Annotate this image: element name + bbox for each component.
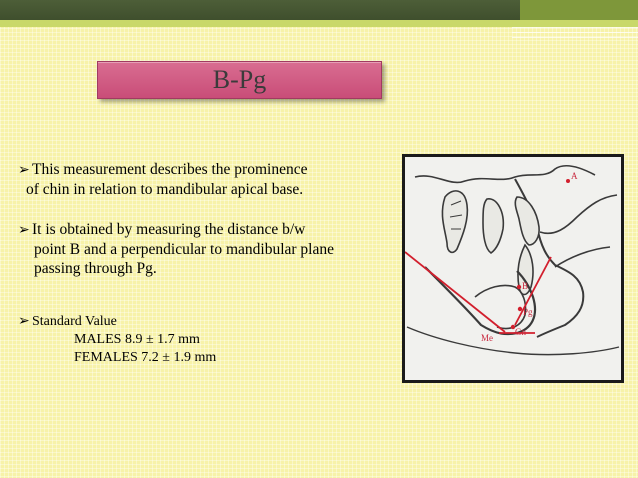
arrow-bullet-icon: ➢	[18, 163, 30, 178]
bullet-1-line-1: This measurement describes the prominence	[32, 161, 308, 178]
bullet-1	[18, 160, 408, 199]
label-gn: Gn	[515, 327, 526, 337]
header-stripe	[0, 20, 638, 27]
arrow-bullet-icon: ➢	[18, 314, 30, 329]
bullet-2	[18, 220, 408, 278]
label-me: Me	[481, 333, 493, 343]
label-b: B	[522, 281, 529, 291]
cephalometric-image	[402, 154, 624, 383]
bullet-1-line-2: of chin in relation to mandibular apical base.	[26, 181, 304, 198]
bullet-2-line-3: passing through Pg.	[34, 260, 157, 277]
bullet-2-line-2: point B and a perpendicular to mandibular plane	[34, 241, 335, 258]
title-banner	[97, 61, 382, 99]
decorative-lines	[512, 27, 638, 41]
label-a: A	[571, 171, 578, 181]
bullet-2-line-1: It is obtained by measuring the distance b/w	[32, 221, 306, 238]
females-value: FEMALES 7.2 ± 1.9 mm	[74, 350, 217, 365]
standard-value-label: Standard Value	[32, 314, 117, 329]
arrow-bullet-icon: ➢	[18, 223, 30, 238]
cephalometric-tracing	[405, 157, 621, 380]
males-value: MALES 8.9 ± 1.7 mm	[74, 332, 200, 347]
header-accent	[520, 0, 638, 20]
standard-value-block	[18, 312, 408, 367]
label-pg: Pg	[523, 307, 533, 317]
slide-title: B-Pg	[212, 65, 267, 94]
